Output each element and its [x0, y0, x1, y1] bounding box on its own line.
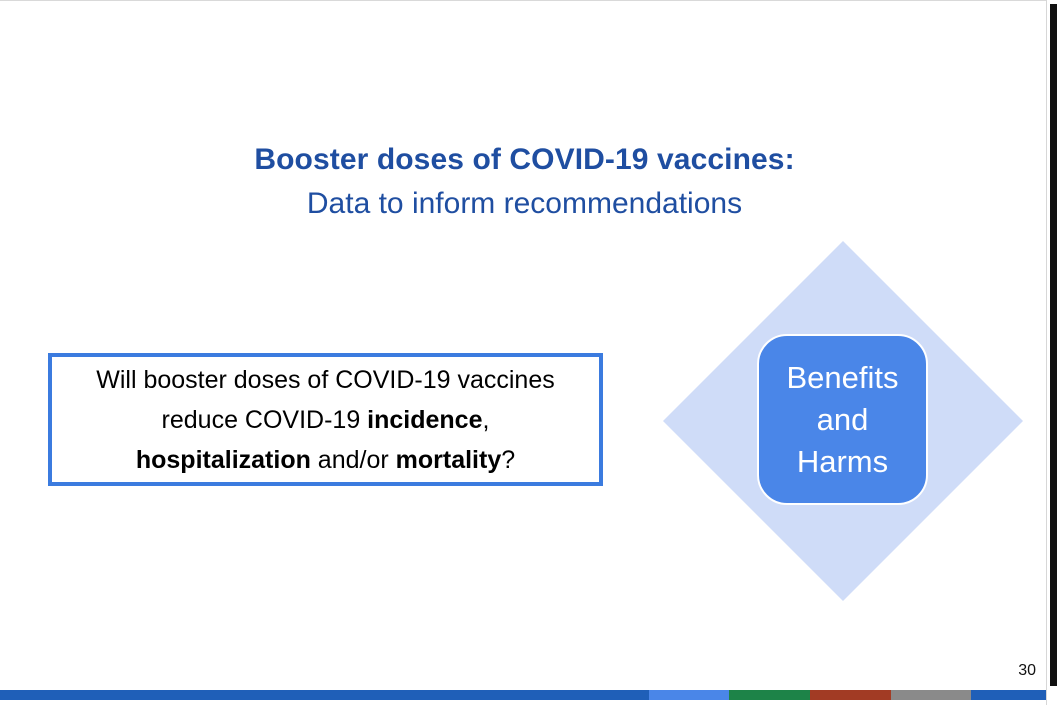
question-text	[78, 360, 573, 480]
scrollbar-thumb[interactable]	[1050, 4, 1057, 686]
bottom-bar-segment-green	[729, 690, 810, 700]
question-part-1: Will booster doses of COVID-19 vaccines reduce COVID-19	[96, 365, 555, 434]
bottom-bar-segment-main	[0, 690, 649, 700]
bottom-bar-segment-tail	[971, 690, 1046, 700]
bottom-bar-segment-red	[810, 690, 891, 700]
question-box	[48, 353, 603, 486]
bottom-color-bar	[0, 690, 1046, 700]
benefits-harms-box: Benefits and Harms	[757, 334, 928, 505]
question-part-end: ?	[501, 445, 516, 474]
slide-title: Booster doses of COVID-19 vaccines:	[254, 143, 795, 176]
slide-subtitle: Data to inform recommendations	[306, 187, 743, 220]
question-part-mortality: mortality	[395, 445, 502, 474]
question-part-incidence: incidence	[367, 405, 483, 434]
bottom-bar-segment-gray	[891, 690, 971, 700]
page-number: 30	[1018, 662, 1036, 679]
question-part-comma: ,	[482, 405, 490, 434]
top-divider	[0, 0, 1059, 1]
question-part-hospitalization: hospitalization	[135, 445, 311, 474]
vertical-scrollbar[interactable]	[1046, 0, 1059, 705]
question-part-andor: and/or	[310, 445, 396, 474]
bottom-bar-segment-blue	[649, 690, 729, 700]
